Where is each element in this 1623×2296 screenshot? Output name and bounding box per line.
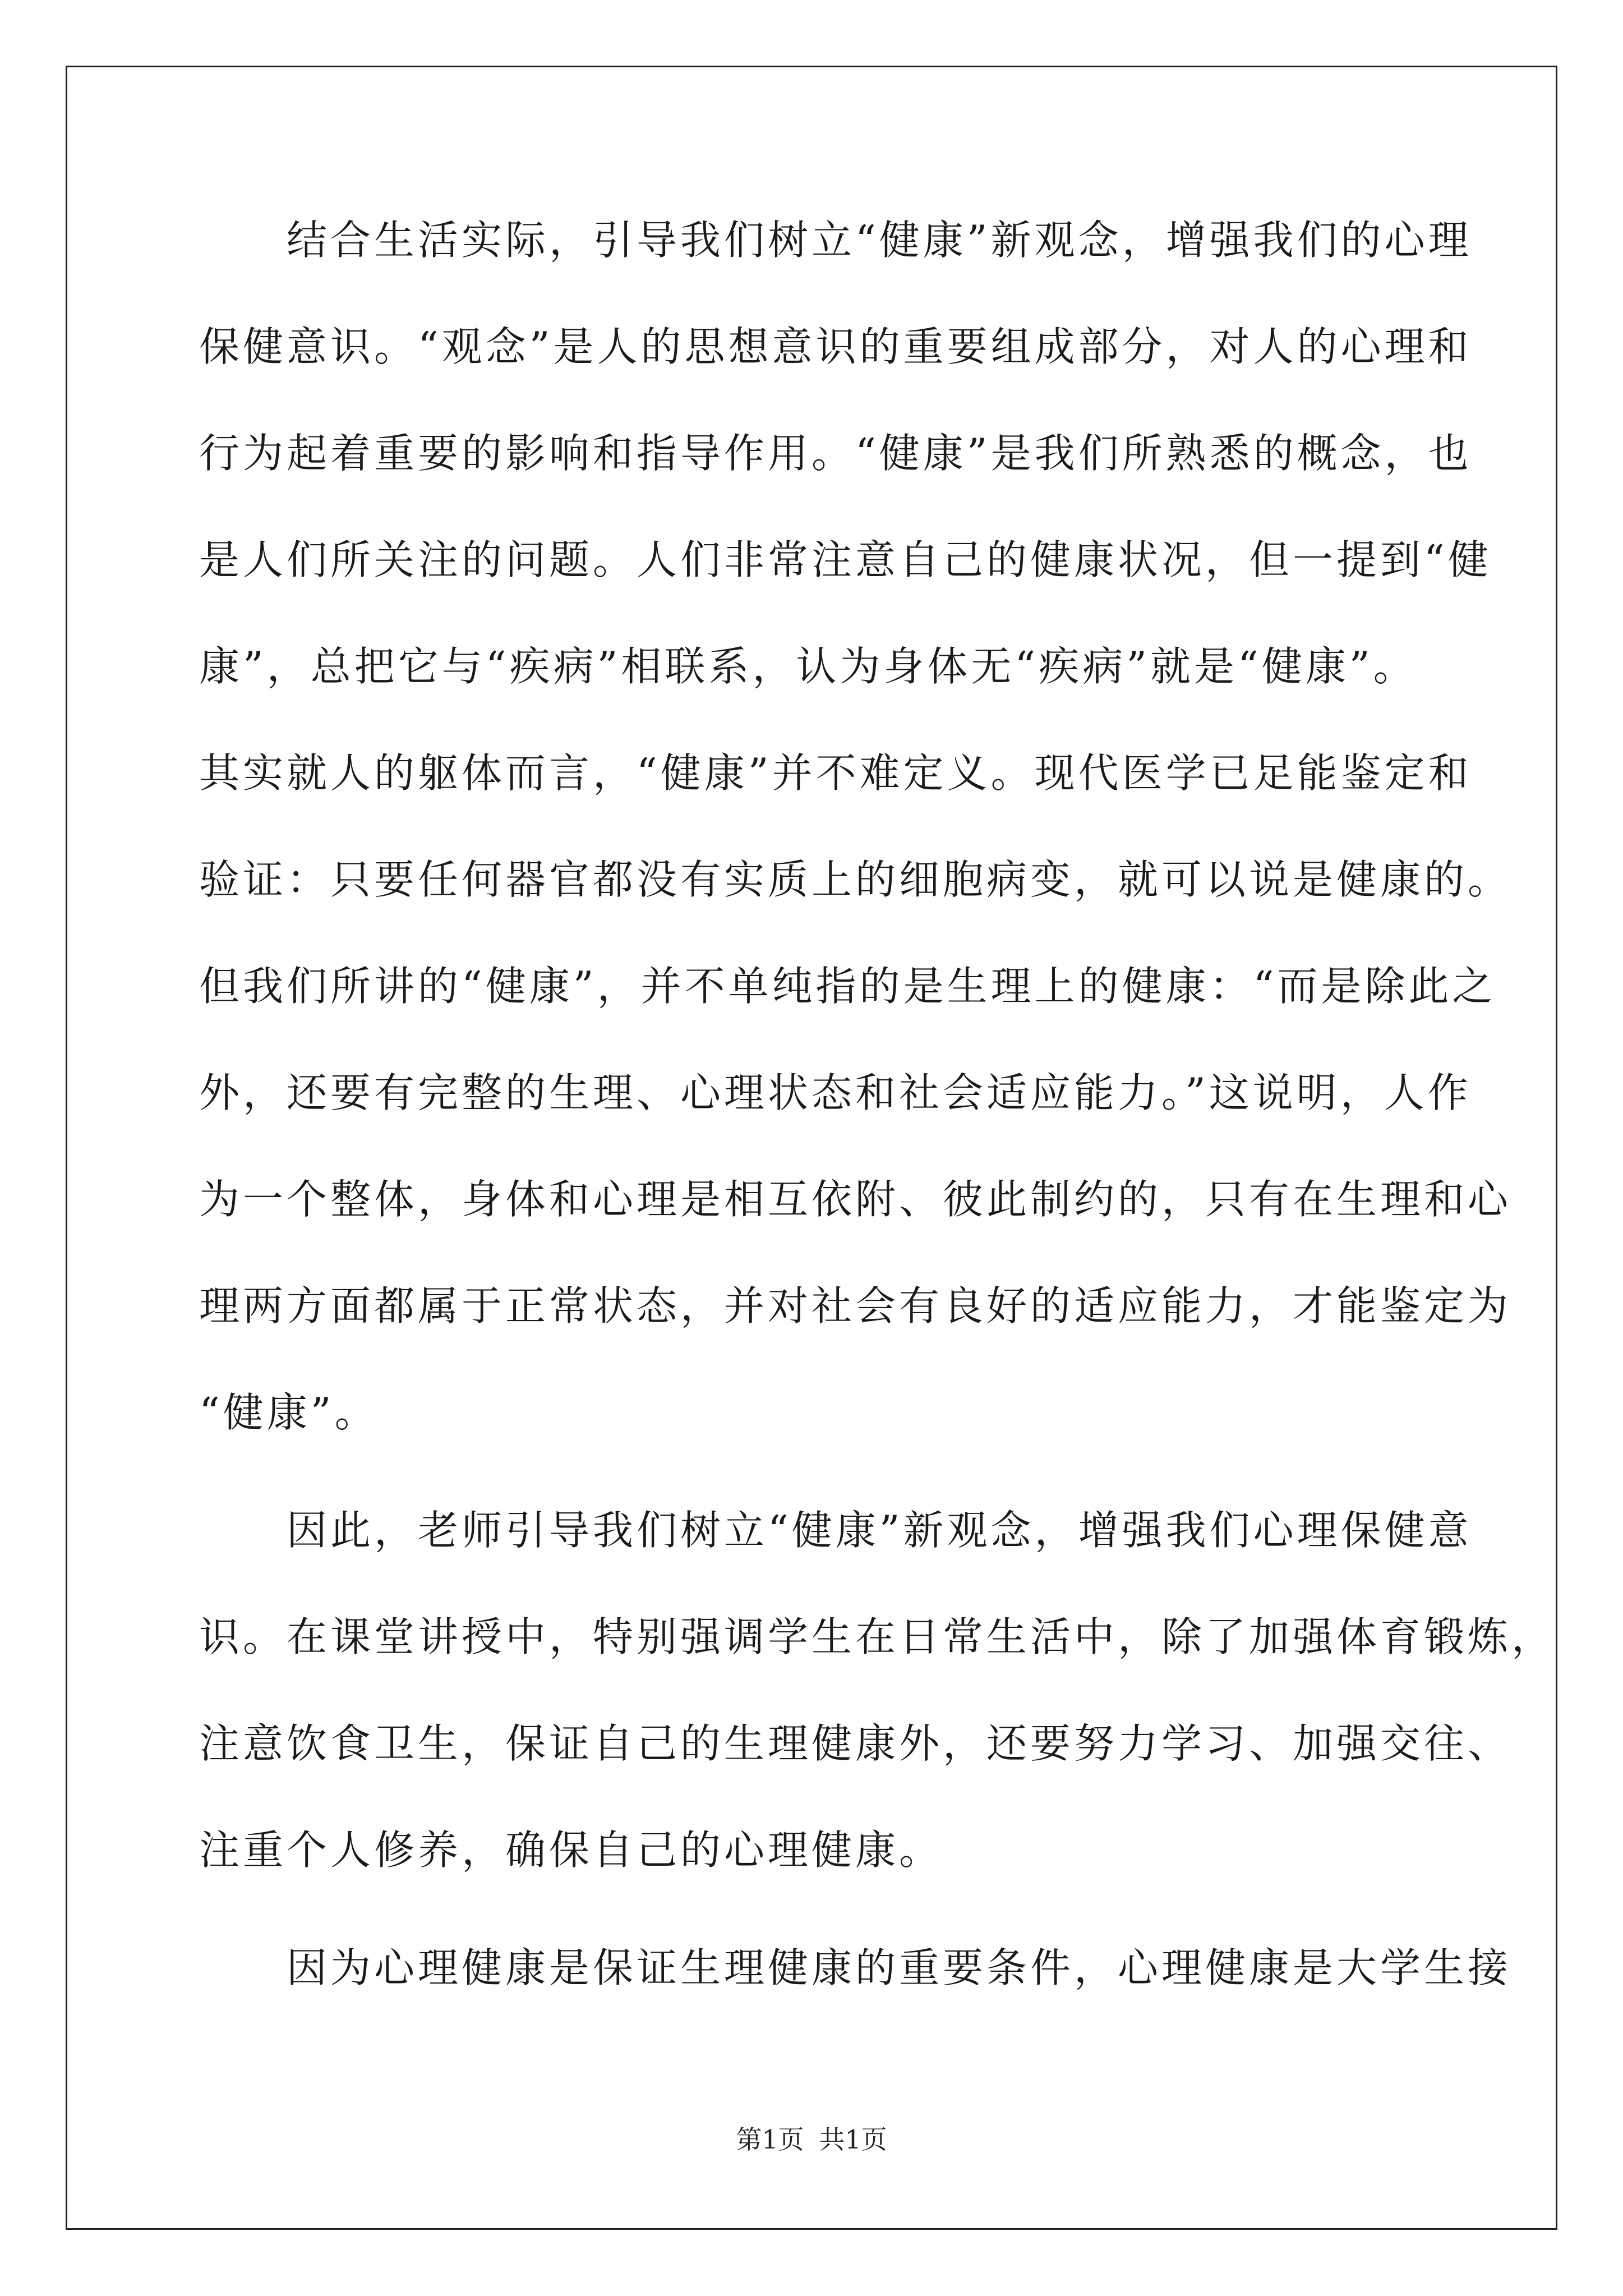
- text-line: 其实就人的躯体而言，“健康”并不难定义。现代医学已足能鉴定和: [199, 749, 1472, 797]
- text-line: 注重个人修养，确保自己的心理健康。: [199, 1826, 943, 1874]
- text-line: “健康”。: [199, 1389, 379, 1436]
- page-number: 第1页: [736, 2124, 804, 2155]
- text-line: 为一个整体，身体和心理是相互依附、彼此制约的，只有在生理和心: [199, 1176, 1512, 1223]
- text-line: 识。在课堂讲授中，特别强调学生在日常生活中，除了加强体育锻炼，: [199, 1613, 1556, 1660]
- page-total: 共1页: [819, 2124, 887, 2155]
- text-line: 结合生活实际，引导我们树立“健康”新观念，增强我们的心理: [199, 217, 1472, 264]
- text-line: 但我们所讲的“健康”，并不单纯指的是生理上的健康：“而是除此之: [199, 963, 1496, 1010]
- text-line: 行为起着重要的影响和指导作用。“健康”是我们所熟悉的概念，也: [199, 430, 1472, 477]
- text-line: 验证：只要任何器官都没有实质上的细胞病变，就可以说是健康的。: [199, 856, 1512, 903]
- text-line: 是人们所关注的问题。人们非常注意自己的健康状况，但一提到“健: [199, 536, 1492, 583]
- text-line: 注意饮食卫生，保证自己的生理健康外，还要努力学习、加强交往、: [199, 1720, 1512, 1767]
- text-line: 因此，老师引导我们树立“健康”新观念，增强我们心理保健意: [199, 1507, 1472, 1554]
- text-line: 外，还要有完整的生理、心理状态和社会适应能力。”这说明，人作: [199, 1069, 1472, 1116]
- text-line: 保健意识。“观念”是人的思想意识的重要组成部分，对人的心理和: [199, 323, 1472, 370]
- text-line: 因为心理健康是保证生理健康的重要条件，心理健康是大学生接: [199, 1944, 1512, 1991]
- text-line: 理两方面都属于正常状态，并对社会有良好的适应能力，才能鉴定为: [199, 1282, 1512, 1329]
- page-footer: [0, 2119, 1623, 2156]
- text-line: 康”，总把它与“疾病”相联系，认为身体无“疾病”就是“健康”。: [199, 643, 1417, 690]
- page-border: [66, 66, 1557, 2230]
